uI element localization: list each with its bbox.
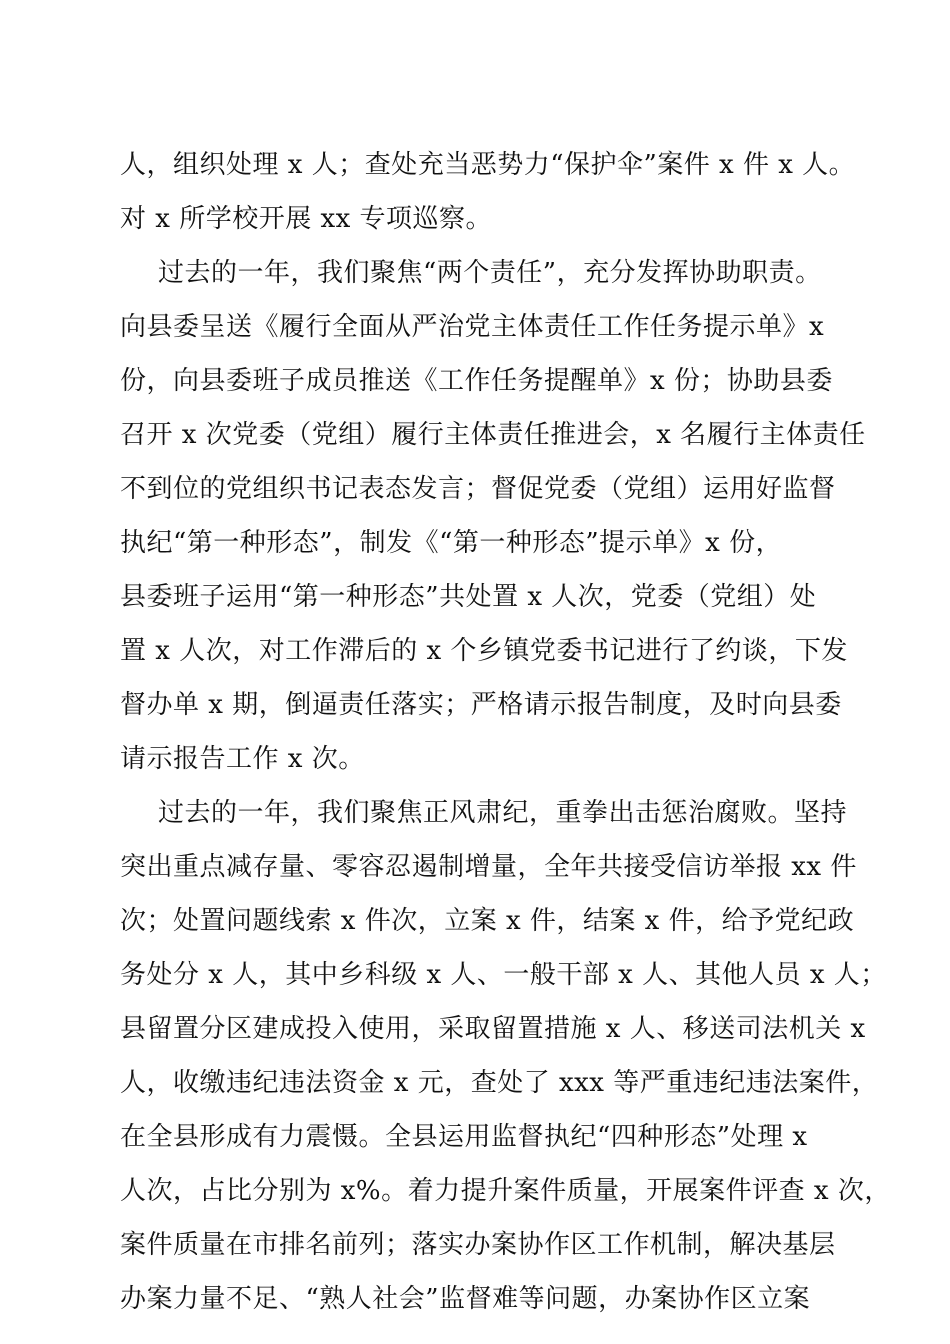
text-line: 务处分 x 人，其中乡科级 x 人、一般干部 x 人、其他人员 x 人； [120,960,887,990]
text-line: 请示报告工作 x 次。 [120,744,365,774]
paragraph-start-line: 过去的一年，我们聚焦正风肃纪，重拳出击惩治腐败。坚持 [158,798,848,828]
text-line: 案件质量在市排名前列；落实办案协作区工作机制，解决基层 [120,1230,836,1260]
text-line: 人，收缴违纪违法资金 x 元，查处了 xxx 等严重违纪违法案件， [120,1068,879,1098]
paragraph-start-line: 过去的一年，我们聚焦“两个责任”，充分发挥协助职责。 [158,258,822,288]
text-line: 执纪“第一种形态”，制发《“第一种形态”提示单》x 份， [120,528,783,558]
text-line: 在全县形成有力震慑。全县运用监督执纪“四种形态”处理 x [120,1122,808,1152]
text-line: 突出重点减存量、零容忍遏制增量，全年共接受信访举报 xx 件 [120,852,857,882]
text-line: 召开 x 次党委（党组）履行主体责任推进会，x 名履行主体责任 [120,420,866,450]
text-line: 置 x 人次，对工作滞后的 x 个乡镇党委书记进行了约谈，下发 [120,636,848,666]
text-line: 次；处置问题线索 x 件次，立案 x 件，结案 x 件，给予党纪政 [120,906,855,936]
text-line: 向县委呈送《履行全面从严治党主体责任工作任务提示单》x [120,312,825,342]
body-text [120,138,891,1326]
text-line: 对 x 所学校开展 xx 专项巡察。 [120,204,493,234]
text-line: 人次，占比分别为 x%。着力提升案件质量，开展案件评查 x 次， [120,1176,891,1206]
text-line: 县委班子运用“第一种形态”共处置 x 人次，党委（党组）处 [120,582,817,612]
text-line: 县留置分区建成投入使用，采取留置措施 x 人、移送司法机关 x [120,1014,866,1044]
text-line: 督办单 x 期，倒逼责任落实；严格请示报告制度，及时向县委 [120,690,842,720]
text-line: 人，组织处理 x 人；查处充当恶势力“保护伞”案件 x 件 x 人。 [120,150,856,180]
text-line: 份，向县委班子成员推送《工作任务提醒单》x 份；协助县委 [120,366,833,396]
text-line: 不到位的党组织书记表态发言；督促党委（党组）运用好监督 [120,474,836,504]
text-line: 办案力量不足、“熟人社会”监督难等问题，办案协作区立案 [120,1284,811,1314]
